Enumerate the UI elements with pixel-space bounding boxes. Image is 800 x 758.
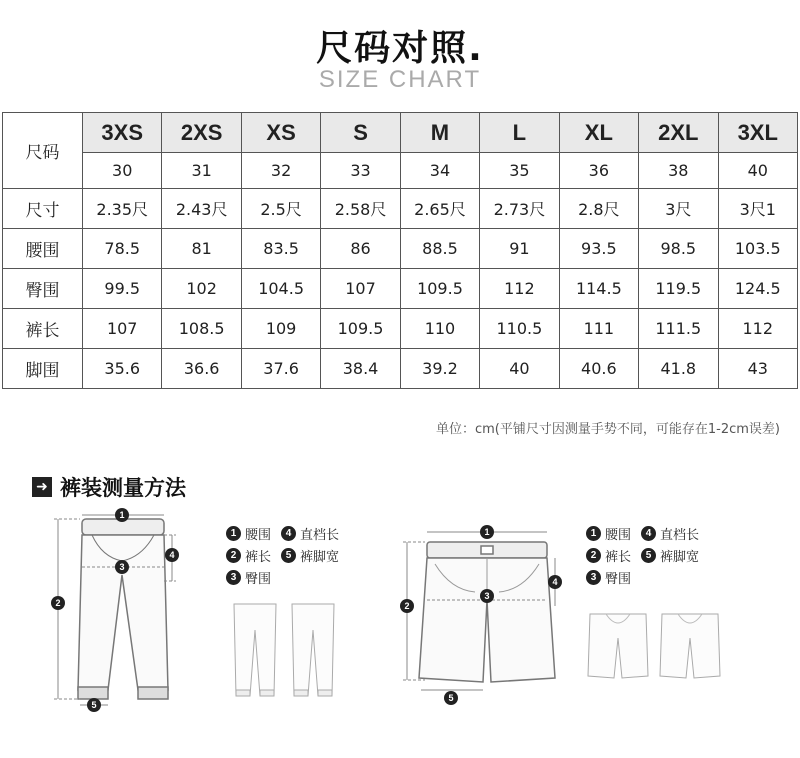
legend-label: 裤脚宽 <box>300 549 340 565</box>
table-row <box>3 309 798 349</box>
table-cell: 41.8 <box>639 349 718 389</box>
size-number-cell: 34 <box>400 153 479 189</box>
table-cell: 83.5 <box>241 229 320 269</box>
table-cell: 98.5 <box>639 229 718 269</box>
svg-text:4: 4 <box>552 577 558 587</box>
row-label: 裤长 <box>3 309 83 349</box>
legend-label: 腰围 <box>245 527 272 543</box>
table-cell: 38.4 <box>321 349 400 389</box>
shorts-thumbnails <box>586 610 726 690</box>
table-cell: 2.43尺 <box>162 189 241 229</box>
table-row <box>3 229 798 269</box>
marker-2: 2 <box>586 548 601 563</box>
size-cell: 2XL <box>639 113 718 153</box>
size-number-cell: 38 <box>639 153 718 189</box>
table-row <box>3 269 798 309</box>
size-cell: L <box>480 113 559 153</box>
table-cell: 112 <box>480 269 559 309</box>
size-cell: S <box>321 113 400 153</box>
marker-3: 3 <box>226 570 241 585</box>
table-cell: 2.65尺 <box>400 189 479 229</box>
left-cuff-shape <box>78 687 108 699</box>
marker-4: 4 <box>281 526 296 541</box>
size-number-cell: 30 <box>83 153 162 189</box>
legend-label: 裤长 <box>245 549 272 565</box>
table-cell: 107 <box>83 309 162 349</box>
row-label: 腰围 <box>3 229 83 269</box>
size-number-cell: 33 <box>321 153 400 189</box>
table-cell: 103.5 <box>718 229 798 269</box>
svg-text:2: 2 <box>55 598 61 608</box>
table-cell: 3尺1 <box>718 189 798 229</box>
size-row <box>3 113 798 153</box>
table-cell: 37.6 <box>241 349 320 389</box>
svg-text:3: 3 <box>484 591 490 601</box>
table-row <box>3 349 798 389</box>
table-cell: 40 <box>480 349 559 389</box>
svg-text:2: 2 <box>404 601 410 611</box>
table-cell: 2.58尺 <box>321 189 400 229</box>
table-cell: 111 <box>559 309 638 349</box>
page-subtitle: SIZE CHART <box>318 66 482 93</box>
table-cell: 109.5 <box>321 309 400 349</box>
marker-1: 1 <box>586 526 601 541</box>
legend-label: 直档长 <box>300 527 340 543</box>
table-cell: 104.5 <box>241 269 320 309</box>
table-cell: 93.5 <box>559 229 638 269</box>
row-label: 臀围 <box>3 269 83 309</box>
svg-text:5: 5 <box>448 693 454 703</box>
legend-label: 臀围 <box>245 571 272 587</box>
table-cell: 43 <box>718 349 798 389</box>
table-cell: 3尺 <box>639 189 718 229</box>
size-number-cell: 40 <box>718 153 798 189</box>
back-pants-thumbnail <box>292 604 334 696</box>
marker-1: 1 <box>226 526 241 541</box>
table-cell: 2.8尺 <box>559 189 638 229</box>
long-pants-thumbnails <box>226 600 346 705</box>
right-cuff-shape <box>138 687 168 699</box>
back-shorts-thumbnail <box>660 614 720 678</box>
table-cell: 124.5 <box>718 269 798 309</box>
legend-label: 直档长 <box>660 527 700 543</box>
table-cell: 112 <box>718 309 798 349</box>
table-cell: 99.5 <box>83 269 162 309</box>
size-number-cell: 36 <box>559 153 638 189</box>
table-cell: 114.5 <box>559 269 638 309</box>
table-cell: 109 <box>241 309 320 349</box>
table-cell: 36.6 <box>162 349 241 389</box>
table-cell: 110 <box>400 309 479 349</box>
section-title-text: 裤装测量方法 <box>60 476 186 500</box>
table-cell: 2.35尺 <box>83 189 162 229</box>
size-label-cell: 尺码 <box>3 113 83 189</box>
table-cell: 109.5 <box>400 269 479 309</box>
svg-text:4: 4 <box>169 550 175 560</box>
row-label: 脚围 <box>3 349 83 389</box>
size-cell: M <box>400 113 479 153</box>
page-title: 尺码对照. <box>316 28 484 69</box>
svg-text:3: 3 <box>119 562 125 572</box>
long-pants-diagram <box>40 505 240 715</box>
table-cell: 2.73尺 <box>480 189 559 229</box>
legend-shorts <box>586 522 709 588</box>
size-cell: XS <box>241 113 320 153</box>
front-shorts-thumbnail <box>588 614 648 678</box>
table-cell: 2.5尺 <box>241 189 320 229</box>
arrow-right-icon: ➜ <box>32 477 52 497</box>
table-row <box>3 189 798 229</box>
front-pants-thumbnail <box>234 604 276 696</box>
size-number-cell: 32 <box>241 153 320 189</box>
shorts-diagram <box>395 520 565 710</box>
table-cell: 39.2 <box>400 349 479 389</box>
size-cell: 3XS <box>83 113 162 153</box>
table-cell: 86 <box>321 229 400 269</box>
legend-label: 臀围 <box>605 571 632 587</box>
size-number-cell: 31 <box>162 153 241 189</box>
table-cell: 111.5 <box>639 309 718 349</box>
size-number-cell: 35 <box>480 153 559 189</box>
svg-text:1: 1 <box>119 510 125 520</box>
legend-label: 腰围 <box>605 527 632 543</box>
table-cell: 91 <box>480 229 559 269</box>
unit-note: 单位：cm(平铺尺寸因测量手势不同，可能存在1-2cm误差) <box>436 422 780 437</box>
size-cell: XL <box>559 113 638 153</box>
size-cell: 2XS <box>162 113 241 153</box>
legend-label: 裤脚宽 <box>660 549 700 565</box>
svg-text:5: 5 <box>91 700 97 710</box>
table-cell: 108.5 <box>162 309 241 349</box>
marker-4: 4 <box>641 526 656 541</box>
section-title <box>32 472 186 502</box>
table-cell: 40.6 <box>559 349 638 389</box>
table-cell: 81 <box>162 229 241 269</box>
marker-2: 2 <box>226 548 241 563</box>
table-cell: 78.5 <box>83 229 162 269</box>
table-cell: 35.6 <box>83 349 162 389</box>
size-chart-table <box>2 112 798 389</box>
svg-text:1: 1 <box>484 527 490 537</box>
marker-5: 5 <box>281 548 296 563</box>
row-label: 尺寸 <box>3 189 83 229</box>
size-number-row <box>3 153 798 189</box>
marker-5: 5 <box>641 548 656 563</box>
table-cell: 119.5 <box>639 269 718 309</box>
marker-3: 3 <box>586 570 601 585</box>
table-cell: 88.5 <box>400 229 479 269</box>
size-cell: 3XL <box>718 113 798 153</box>
table-cell: 107 <box>321 269 400 309</box>
table-cell: 102 <box>162 269 241 309</box>
pants-outline <box>78 535 168 690</box>
legend-long-pants <box>226 522 349 588</box>
table-cell: 110.5 <box>480 309 559 349</box>
legend-label: 裤长 <box>605 549 632 565</box>
